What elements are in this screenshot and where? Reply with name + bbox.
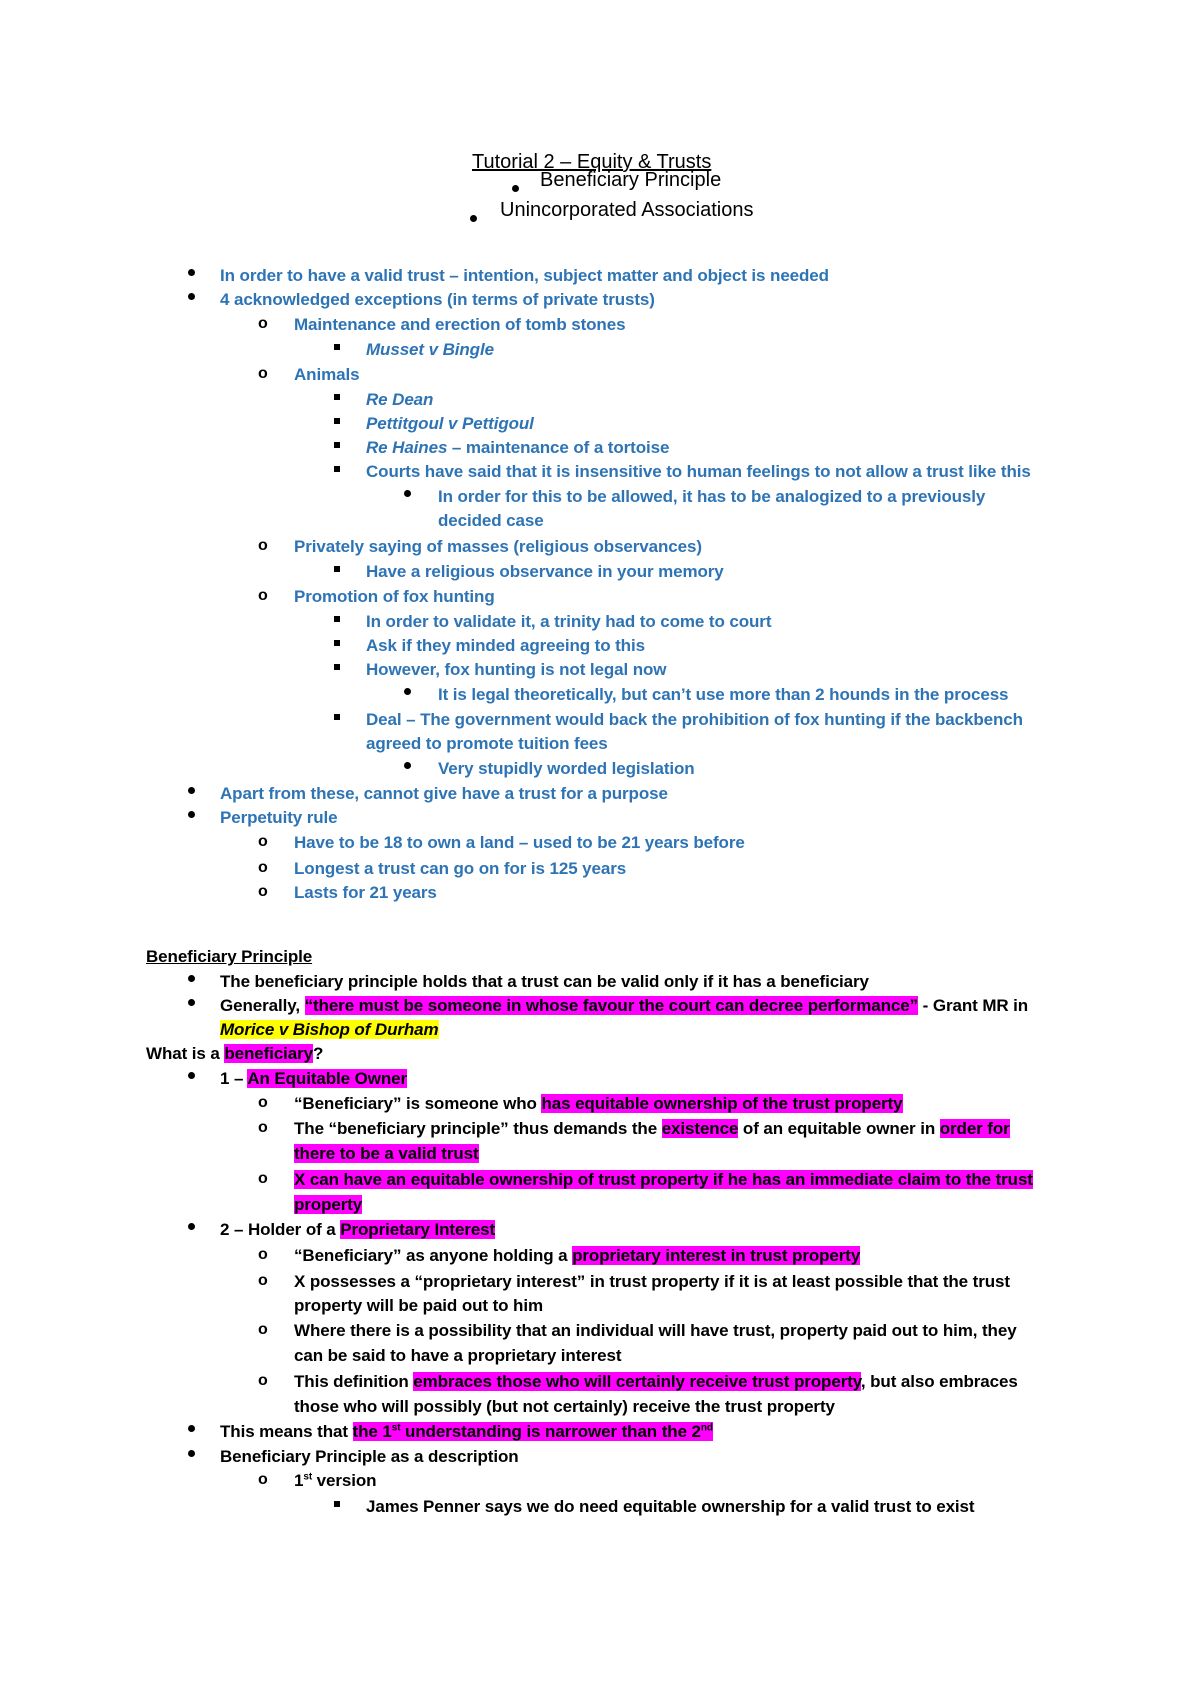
subtitle-beneficiary-principle: Beneficiary Principle [540,169,722,191]
note-line: The “beneficiary principle” thus demands the existence of an equitable owner in order for [294,1119,1010,1138]
bullet-marker [188,1440,195,1464]
circle-marker: o [258,859,268,876]
note-line: 4 acknowledged exceptions (in terms of private trusts) [220,290,655,309]
note-line: 1st version [294,1471,377,1490]
circle-marker: o [258,883,268,900]
case-name: Re Dean [366,390,434,409]
bullet-marker [404,752,411,776]
note-line [220,1018,439,1042]
note-line: Maintenance and erection of tomb stones [294,315,626,334]
bullet-marker [404,678,411,702]
circle-marker: o [258,1321,268,1338]
note-line: Have a religious observance in your memory [366,562,724,581]
note-line: Promotion of fox hunting [294,587,495,606]
note-line: It is legal theoretically, but can’t use more than 2 hounds in the process [438,685,1009,704]
note-line: Longest a trust can go on for is 125 years [294,859,627,878]
note-line: there to be a valid trust [294,1144,479,1163]
case-name: Morice v Bishop of Durham [220,1020,439,1039]
note-line: This means that the 1st understanding is narrower than the 2nd [220,1422,713,1441]
square-marker [334,383,340,407]
square-marker [334,1490,340,1514]
square-marker [334,629,340,653]
note-line: Courts have said that it is insensitive to human feelings to not allow a trust like this [366,462,1031,481]
section-heading: Beneficiary Principle [146,947,313,966]
note-line: Beneficiary Principle as a description [220,1447,519,1466]
bullet-marker [188,283,195,307]
square-marker [334,407,340,431]
case-name: Re Haines [366,438,448,457]
note-line: Where there is a possibility that an individual will have trust, property paid out to him, they [294,1321,1017,1340]
note-line: Privately saying of masses (religious observances) [294,537,702,556]
note-line: Generally, “there must be someone in whose favour the court can decree performance” - Grant MR in [220,996,1029,1015]
note-line: can be said to have a proprietary interest [294,1346,622,1365]
note-line: decided case [438,511,544,530]
note-line: In order to have a valid trust – intention, subject matter and object is needed [220,266,829,285]
note-line: those who will possibly (but not certainly) receive the trust property [294,1397,835,1416]
note-line: 1 – An Equitable Owner [220,1069,408,1088]
case-name: Pettitgoul v Pettigoul [366,414,534,433]
bullet-marker [188,1415,195,1439]
bullet-marker [188,989,195,1013]
square-marker [334,431,340,455]
note-line: 2 – Holder of a Proprietary Interest [220,1220,496,1239]
circle-marker: o [258,1170,268,1187]
note-line: “Beneficiary” is someone who has equitable ownership of the trust property [294,1094,903,1113]
note-line: agreed to promote tuition fees [366,734,608,753]
note-line: Animals [294,365,360,384]
note-line: In order to validate it, a trinity had to come to court [366,612,772,631]
bullet-marker [188,801,195,825]
note-line: property will be paid out to him [294,1296,543,1315]
note-line: Have to be 18 to own a land – used to be 21 years before [294,833,745,852]
note-line: Deal – The government would back the prohibition of fox hunting if the backbench [366,710,1023,729]
square-marker [334,703,340,727]
bullet-marker [188,1062,195,1086]
circle-marker: o [258,1471,268,1488]
circle-marker: o [258,1272,268,1289]
note-line: What is a beneficiary? [146,1044,324,1063]
bullet-marker [404,480,411,504]
note-line: X possesses a “proprietary interest” in trust property if it is at least possible that the trust [294,1272,1010,1291]
note-line: Perpetuity rule [220,808,338,827]
note-line: The beneficiary principle holds that a trust can be valid only if it has a beneficiary [220,972,869,991]
note-line: Re Haines – maintenance of a tortoise [366,438,670,457]
circle-marker: o [258,1094,268,1111]
square-marker [334,555,340,579]
note-line: In order for this to be allowed, it has to be analogized to a previously [438,487,986,506]
note-line: Lasts for 21 years [294,883,437,902]
bullet-marker [188,965,195,989]
note-line: X can have an equitable ownership of trust property if he has an immediate claim to the trust [294,1170,1033,1189]
square-marker [334,653,340,677]
bullet-marker [188,777,195,801]
circle-marker: o [258,537,268,554]
circle-marker: o [258,833,268,850]
note-line: Ask if they minded agreeing to this [366,636,645,655]
subtitle-unincorporated-associations: Unincorporated Associations [500,199,754,221]
bullet-marker [188,1213,195,1237]
square-marker [334,333,340,357]
bullet-marker [470,205,477,229]
note-line: James Penner says we do need equitable ownership for a valid trust to exist [366,1497,975,1516]
square-marker [334,605,340,629]
note-line: This definition embraces those who will certainly receive trust property, but also embraces [294,1372,1018,1391]
note-line: “Beneficiary” as anyone holding a proprietary interest in trust property [294,1246,861,1265]
circle-marker: o [258,587,268,604]
note-line: Apart from these, cannot give have a trust for a purpose [220,784,668,803]
note-line: property [294,1195,363,1214]
bullet-marker [188,259,195,283]
case-name: Musset v Bingle [366,340,494,359]
circle-marker: o [258,1246,268,1263]
note-line: Very stupidly worded legislation [438,759,695,778]
circle-marker: o [258,365,268,382]
circle-marker: o [258,1372,268,1389]
circle-marker: o [258,315,268,332]
square-marker [334,455,340,479]
highlighted-quote: “there must be someone in whose favour the court can decree performance” [304,996,919,1015]
circle-marker: o [258,1119,268,1136]
note-line: However, fox hunting is not legal now [366,660,667,679]
page-title: Tutorial 2 – Equity & Trusts [472,151,712,173]
